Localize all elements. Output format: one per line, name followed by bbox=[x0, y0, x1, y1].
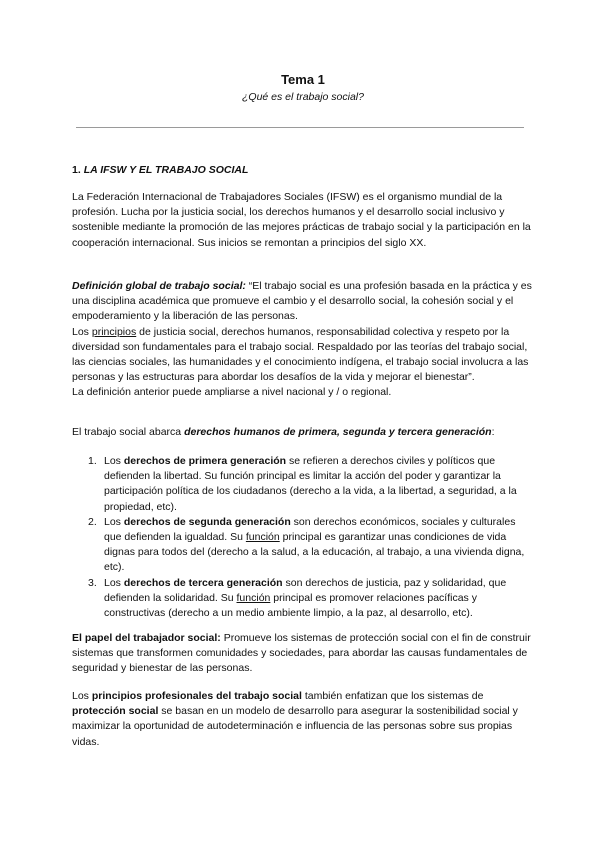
role-paragraph bbox=[72, 631, 534, 677]
rights-list-block bbox=[72, 454, 534, 621]
page-title: Tema 1 bbox=[281, 72, 325, 87]
intro-paragraph: La Federación Internacional de Trabajadores Sociales (IFSW) es el organismo mundial de la profesión. Lucha por la justicia social, los derechos humanos y el desarrollo social inclusivo y sostenible mediante la promoción de las mejores prácticas de trabajo social y la participación en la cooperación internacional. Sus inicios se remontan a principios del siglo XX. bbox=[72, 191, 531, 249]
list-item bbox=[72, 576, 534, 622]
rights-list bbox=[72, 454, 534, 621]
list-item-text: son derechos de justicia, paz y solidaridad, que defienden la solidaridad. Su bbox=[104, 576, 507, 604]
definition-paragraph bbox=[72, 279, 534, 325]
list-item-number: 2. bbox=[88, 515, 97, 528]
principles-block bbox=[72, 689, 534, 750]
funcion-link[interactable]: función bbox=[245, 531, 280, 544]
list-item-prefix: Los bbox=[104, 455, 124, 467]
principles-mid: también enfatizan que los sistemas de bbox=[301, 690, 484, 702]
horizontal-divider bbox=[76, 127, 524, 128]
definition-block bbox=[72, 279, 534, 401]
list-item-text: se refieren a derechos civiles y políticos que defienden la libertad. Su función principal es limitar la acción del poder y garantizar la participación política de los ciudadanos (derecho a la vida, a la libertad, a seguridad, a la propiedad, etc). bbox=[104, 455, 517, 513]
document-header bbox=[72, 0, 534, 104]
principles-paragraph bbox=[72, 325, 534, 386]
principles-prefix: Los bbox=[72, 325, 92, 338]
rights-intro bbox=[72, 425, 534, 440]
principles-link[interactable]: principios bbox=[91, 325, 137, 338]
list-item-bold: derechos de primera generación bbox=[123, 455, 287, 467]
list-item-prefix: Los bbox=[104, 515, 124, 528]
principles-pre: Los bbox=[72, 690, 92, 702]
definition-note: La definición anterior puede ampliarse a nivel nacional y / o regional. bbox=[72, 386, 392, 399]
principles-bold-2: protección social bbox=[72, 705, 159, 718]
rights-intro-emphasis: derechos humanos de primera, segunda y tercera generación bbox=[184, 426, 492, 438]
principles-bold-1: principios profesionales del trabajo social bbox=[91, 690, 302, 702]
list-item-bold: derechos de segunda generación bbox=[123, 515, 291, 528]
section-heading bbox=[72, 163, 248, 177]
list-item-text: son derechos económicos, sociales y culturales que defienden la igualdad. Su bbox=[104, 515, 516, 544]
professional-principles-paragraph bbox=[72, 689, 534, 750]
list-item-bold: derechos de tercera generación bbox=[123, 576, 283, 589]
definition-text: “El trabajo social es una profesión basada en la práctica y es una disciplina académica que promueve el cambio y el desarrollo social, la cohesión social y el empoderamiento y la liberación de las personas. bbox=[72, 280, 532, 323]
rights-intro-suffix: : bbox=[491, 426, 495, 438]
list-item bbox=[72, 515, 534, 576]
funcion-link[interactable]: función bbox=[236, 591, 271, 604]
role-block bbox=[72, 631, 534, 677]
role-label: El papel del trabajador social: bbox=[72, 632, 221, 644]
definition-label: Definición global de trabajo social: bbox=[72, 280, 246, 292]
role-text: Promueve los sistemas de protección social con el fin de construir sistemas que transformen comunidades y sociedades, para abordar las causas fundamentales de seguridad y bienestar de las personas. bbox=[72, 632, 531, 675]
list-item-text-end: principal es promover relaciones pacíficas y constructivas (derecho a un medio ambiente limpio, a la paz, al desarrollo, etc). bbox=[104, 591, 477, 620]
rights-intro-prefix: El trabajo social abarca bbox=[72, 426, 185, 438]
page-subtitle: ¿Qué es el trabajo social? bbox=[242, 91, 364, 103]
list-item bbox=[72, 454, 534, 515]
section-number: 1. bbox=[72, 164, 81, 176]
principles-rest: de justicia social, derechos humanos, responsabilidad colectiva y respeto por la diversidad son fundamentales para el trabajo social. Respaldado por las teorías del trabajo social, las ciencias sociales, las humanidades y el conocimiento indígena, el trabajo social involucra a las personas y las estructuras para abordar los desafíos de la vida y mejorar el bienestar”. bbox=[72, 325, 529, 384]
list-item-number: 1. bbox=[88, 455, 97, 467]
rights-intro-block bbox=[72, 425, 534, 440]
principles-post: se basan en un modelo de desarrollo para asegurar la sostenibilidad social y maximizar la oportunidad de autodeterminación e influencia de las personas sobre sus propias vidas. bbox=[72, 705, 518, 748]
list-item-number: 3. bbox=[88, 576, 97, 589]
section-title: LA IFSW Y EL TRABAJO SOCIAL bbox=[83, 164, 249, 176]
intro-paragraph-block bbox=[72, 190, 534, 251]
list-item-text-end: principal es garantizar unas condiciones de vida dignas para todos del (derecho a la salud, a la educación, al trabajo, a una vivienda digna, etc). bbox=[104, 531, 525, 574]
list-item-prefix: Los bbox=[104, 576, 124, 589]
